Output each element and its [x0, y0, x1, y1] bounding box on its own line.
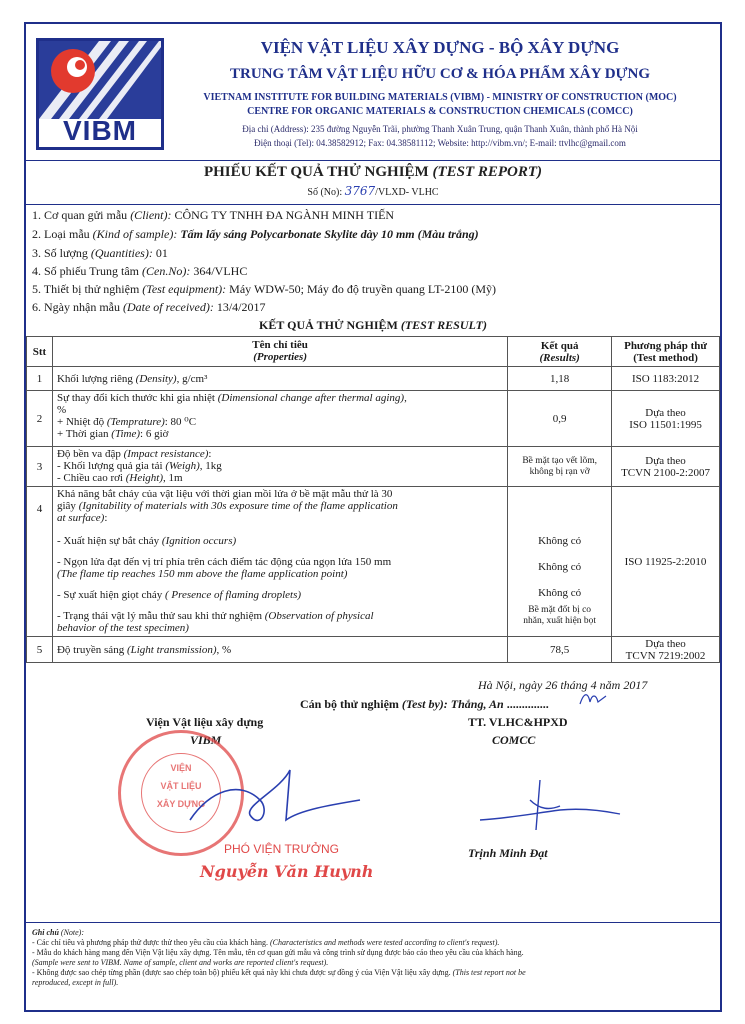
vibm-logo — [36, 38, 164, 150]
logo-text: VIBM — [63, 115, 137, 146]
report-title — [26, 164, 720, 181]
table-row: 3 Độ bền va đập (Impact resistance): - Khối lượng quả gia tải (Weigh), 1kg - Chiều cao rơi (Height), 1m Bề mặt tạo vết lõm, không bị rạn vỡ Dựa theo TCVN 2100-2:2007 — [27, 447, 720, 487]
right-signer-name: Trịnh Minh Đạt — [468, 846, 548, 860]
tester-line: Cán bộ thử nghiệm (Test by): Thắng, An .............. — [300, 697, 549, 711]
header-divider — [26, 160, 720, 161]
notes-divider — [26, 922, 720, 923]
left-org-name: Viện Vật liệu xây dựng — [146, 715, 264, 729]
info-date-received: 6. Ngày nhận mẫu (Date of received): 13/4/2017 — [32, 300, 266, 314]
info-client: 1. Cơ quan gửi mẫu (Client): CÔNG TY TNHH ĐA NGÀNH MINH TIẾN — [32, 208, 395, 222]
notes-section: Ghi chú (Note): - Các chỉ tiêu và phương pháp thử được thử theo yêu cầu của khách hàng. (Characteristics and methods were tested according to client's request). - Mẫu do khách hàng mang đến Viện Vật liệu xây dựng. Tên mẫu, tên cơ quan gửi mẫu và công trình sử dụng được báo cáo theo yêu cầu của khách hàng. (Sample were sent to VIBM. Name of sample, client and works are reported client's request). - Không được sao chép từng phần (được sao chép toàn bộ) phiếu kết quả này khi chưa được sự đồng ý của Viện Vật liệu xây dựng. (This test report not be reproduced, except in full). — [32, 928, 526, 987]
logo-emblem-icon — [39, 41, 161, 119]
institute-name-vn: VIỆN VẬT LIỆU XÂY DỰNG - BỘ XÂY DỰNG — [260, 38, 620, 57]
right-org-abbr: COMCC — [492, 733, 536, 747]
tester-initials-signature — [578, 690, 608, 708]
address-line: Địa chỉ (Address): 235 đường Nguyễn Trãi, phường Thanh Xuân Trung, quận Thanh Xuân, thành phố Hà Nội — [242, 124, 638, 134]
left-signer-title: PHÓ VIỆN TRƯỞNG — [224, 842, 339, 856]
right-signature — [470, 770, 630, 840]
centre-name-en: CENTRE FOR ORGANIC MATERIALS & CONSTRUCTION CHEMICALS (COMCC) — [247, 106, 633, 117]
report-number-label: Số (No): — [307, 187, 345, 198]
stamp-text-top: VIỆN — [170, 763, 192, 773]
contact-line: Điện thoại (Tel): 04.38582912; Fax: 04.38581112; Website: http://vibm.vn/; E-mail: ttvlhc@gmail.com — [254, 138, 626, 148]
report-date: Hà Nội, ngày 26 tháng 4 năm 2017 — [478, 678, 648, 692]
header-results: Kết quả (Results) — [508, 337, 612, 367]
stamp-text-mid: VẬT LIỆU — [160, 781, 202, 791]
table-row: 5 Độ truyền sáng (Light transmission), % 78,5 Dựa theo TCVN 7219:2002 — [27, 637, 720, 663]
info-quantity: 3. Số lượng (Quantities): 01 — [32, 246, 168, 260]
left-signer-name: Nguyễn Văn Huynh — [200, 862, 374, 881]
results-table — [26, 336, 720, 663]
centre-name-vn: TRUNG TÂM VẬT LIỆU HỮU CƠ & HÓA PHẨM XÂY DỰNG — [229, 66, 650, 82]
info-cen-no: 4. Số phiếu Trung tâm (Cen.No): 364/VLHC — [32, 264, 248, 278]
header-stt: Stt — [27, 337, 53, 367]
report-number — [26, 184, 720, 198]
institute-name-en: VIETNAM INSTITUTE FOR BUILDING MATERIALS (VIBM) - MINISTRY OF CONSTRUCTION (MOC) — [203, 92, 677, 103]
table-row: 1 Khối lượng riêng (Density), g/cm³ 1,18 ISO 1183:2012 — [27, 367, 720, 391]
header-test-method: Phương pháp thử (Test method) — [612, 337, 720, 367]
stamp-text-bottom: XÂY DỰNG — [156, 799, 206, 809]
info-sample: 2. Loại mẫu (Kind of sample): Tấm lấy sáng Polycarbonate Skylite dày 10 mm (Màu trắng) — [32, 227, 479, 241]
report-number-suffix: /VLXD- VLHC — [375, 187, 439, 198]
left-org-abbr: VIBM — [190, 733, 222, 747]
info-equipment: 5. Thiết bị thử nghiệm (Test equipment): Máy WDW-50; Máy đo độ truyền quang LT-2100 (Mỹ) — [32, 282, 497, 296]
table-header-row — [27, 337, 720, 367]
header-properties: Tên chỉ tiêu (Properties) — [52, 337, 507, 367]
report-title-en: (TEST REPORT) — [432, 164, 543, 180]
report-number-handwritten: 3767 — [344, 184, 376, 198]
info-top-divider — [26, 204, 720, 205]
right-org-name: TT. VLHC&HPXD — [468, 715, 568, 729]
left-signature — [150, 760, 370, 840]
table-row: 4 Khả năng bắt cháy của vật liệu với thời gian mồi lửa ở bề mặt mẫu thử là 30 giây (Ignitability of materials with 30s exposure time of the flame application at surface): - Xuất hiện sự bắt cháy (Ignition occurs) - Ngọn lửa đạt đến vị trí phía trên cách điểm tác động của ngọn lửa 150 mm (The flame tip reaches 150 mm above the flame application point) - Sự xuất hiện giọt cháy ( Presence of flaming droplets) - Trạng thái vật lý mẫu thử sau khi thử nghiệm (Observation of physical behavior of the test specimen) Không có Không có Không có Bề mặt đốt bị co nhăn, xuất hiện bọt ISO 11925-2:2010 — [27, 487, 720, 637]
results-title: KẾT QUẢ THỬ NGHIỆM (TEST RESULT) — [259, 318, 487, 332]
report-title-vn: PHIẾU KẾT QUẢ THỬ NGHIỆM — [203, 164, 429, 180]
table-row: 2 Sự thay đổi kích thước khi gia nhiệt (Dimensional change after thermal aging), % + Nhiệt độ (Temprature): 80 ⁰C + Thời gian (Time): 6 giờ 0,9 Dựa theo ISO 11501:1995 — [27, 391, 720, 447]
